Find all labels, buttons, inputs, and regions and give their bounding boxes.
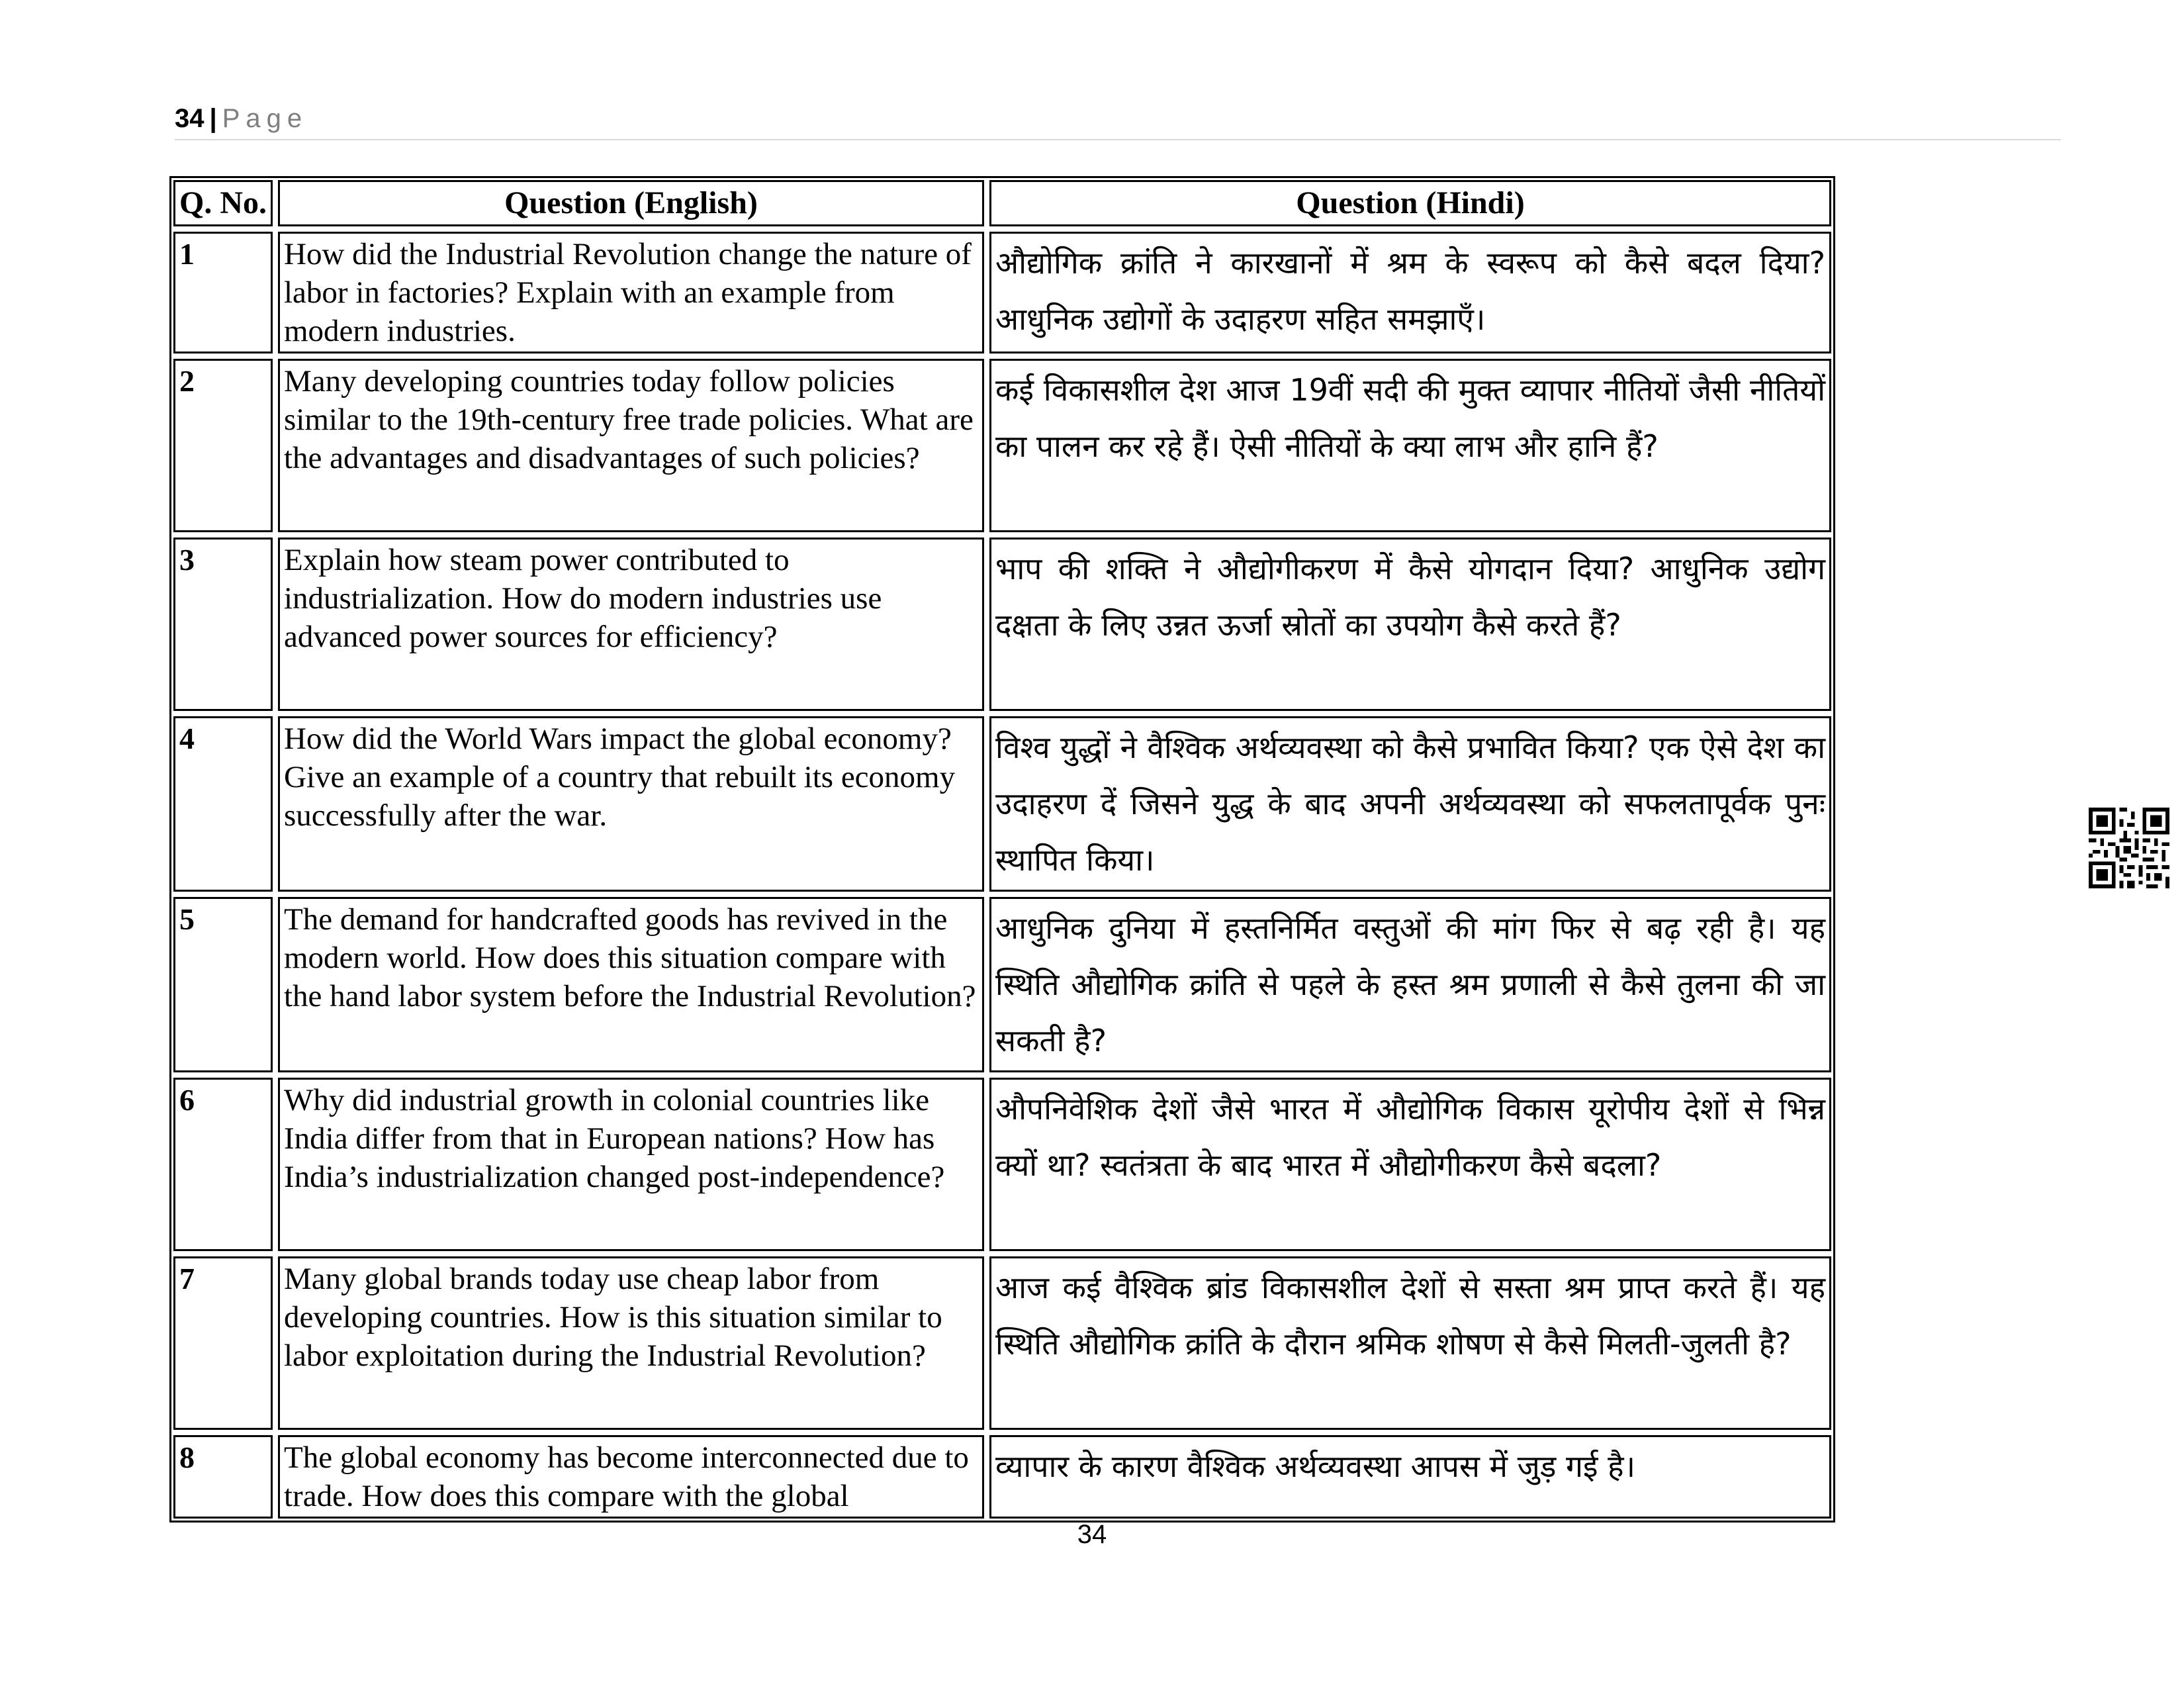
question-english: Many global brands today use cheap labor from developing countries. How is this situation similar to labor exploitation during the Industrial Revolution? [278, 1256, 984, 1430]
question-hindi: औपनिवेशिक देशों जैसे भारत में औद्योगिक विकास यूरोपीय देशों से भिन्न क्यों था? स्वतंत्रता के बाद भारत में औद्योगीकरण कैसे बदला? [989, 1078, 1831, 1251]
question-hindi: कई विकासशील देश आज 19वीं सदी की मुक्त व्यापार नीतियों जैसी नीतियों का पालन कर रहे हैं। ऐसी नीतियों के क्या लाभ और हानि हैं? [989, 359, 1831, 532]
column-header-english: Question (English) [278, 180, 984, 226]
question-hindi: आधुनिक दुनिया में हस्तनिर्मित वस्तुओं की मांग फिर से बढ़ रही है। यह स्थिति औद्योगिक क्रांति से पहले के हस्त श्रम प्रणाली से कैसे तुलना की जा सकती है? [989, 897, 1831, 1072]
question-english: The demand for handcrafted goods has revived in the modern world. How does this situation compare with the hand labor system before the Industrial Revolution? [278, 897, 984, 1072]
table-row [173, 897, 1831, 1072]
table-row [173, 1435, 1831, 1519]
table-row [173, 359, 1831, 532]
table-row [173, 716, 1831, 892]
question-hindi: आज कई वैश्विक ब्रांड विकासशील देशों से सस्ता श्रम प्राप्त करते हैं। यह स्थिति औद्योगिक क्रांति के दौरान श्रमिक शोषण से कैसे मिलती-जुलती है? [989, 1256, 1831, 1430]
question-table-frame [169, 176, 1835, 1523]
qr-code-icon [2089, 808, 2169, 888]
table-row [173, 232, 1831, 353]
question-number: 4 [173, 716, 273, 892]
table-row [173, 538, 1831, 711]
question-english: The global economy has become interconnected due to trade. How does this compare with the global [278, 1435, 984, 1519]
footer-page-number: 34 [1077, 1520, 1107, 1549]
question-english: Why did industrial growth in colonial countries like India differ from that in European nations? How has India’s industrialization changed post-independence? [278, 1078, 984, 1251]
header-page-number: 34 [175, 104, 205, 133]
question-english: How did the Industrial Revolution change the nature of labor in factories? Explain with an example from modern industries. [278, 232, 984, 353]
question-table [168, 175, 1837, 1524]
question-english: Many developing countries today follow policies similar to the 19th-century free trade policies. What are the advantages and disadvantages of such policies? [278, 359, 984, 532]
question-number: 1 [173, 232, 273, 353]
question-number: 5 [173, 897, 273, 1072]
question-hindi: औद्योगिक क्रांति ने कारखानों में श्रम के स्वरूप को कैसे बदल दिया? आधुनिक उद्योगों के उदाहरण सहित समझाएँ। [989, 232, 1831, 353]
question-english: Explain how steam power contributed to industrialization. How do modern industries use advanced power sources for efficiency? [278, 538, 984, 711]
header-page-word: Page [222, 104, 308, 133]
page-header [175, 98, 2061, 140]
column-header-hindi: Question (Hindi) [989, 180, 1831, 226]
question-number: 7 [173, 1256, 273, 1430]
question-hindi: विश्व युद्धों ने वैश्विक अर्थव्यवस्था को कैसे प्रभावित किया? एक ऐसे देश का उदाहरण दें जिसने युद्ध के बाद अपनी अर्थव्यवस्था को सफलतापूर्वक पुनः स्थापित किया। [989, 716, 1831, 892]
question-number: 6 [173, 1078, 273, 1251]
question-number: 2 [173, 359, 273, 532]
question-hindi: भाप की शक्ति ने औद्योगीकरण में कैसे योगदान दिया? आधुनिक उद्योग दक्षता के लिए उन्नत ऊर्जा स्रोतों का उपयोग कैसे करते हैं? [989, 538, 1831, 711]
table-row [173, 1256, 1831, 1430]
question-number: 3 [173, 538, 273, 711]
question-number: 8 [173, 1435, 273, 1519]
question-english: How did the World Wars impact the global economy? Give an example of a country that rebuilt its economy successfully after the war. [278, 716, 984, 892]
table-header-row [173, 180, 1831, 226]
table-row [173, 1078, 1831, 1251]
question-hindi: व्यापार के कारण वैश्विक अर्थव्यवस्था आपस में जुड़ गई है। [989, 1435, 1831, 1519]
column-header-qno: Q. No. [173, 180, 273, 226]
header-separator: | [209, 104, 217, 133]
